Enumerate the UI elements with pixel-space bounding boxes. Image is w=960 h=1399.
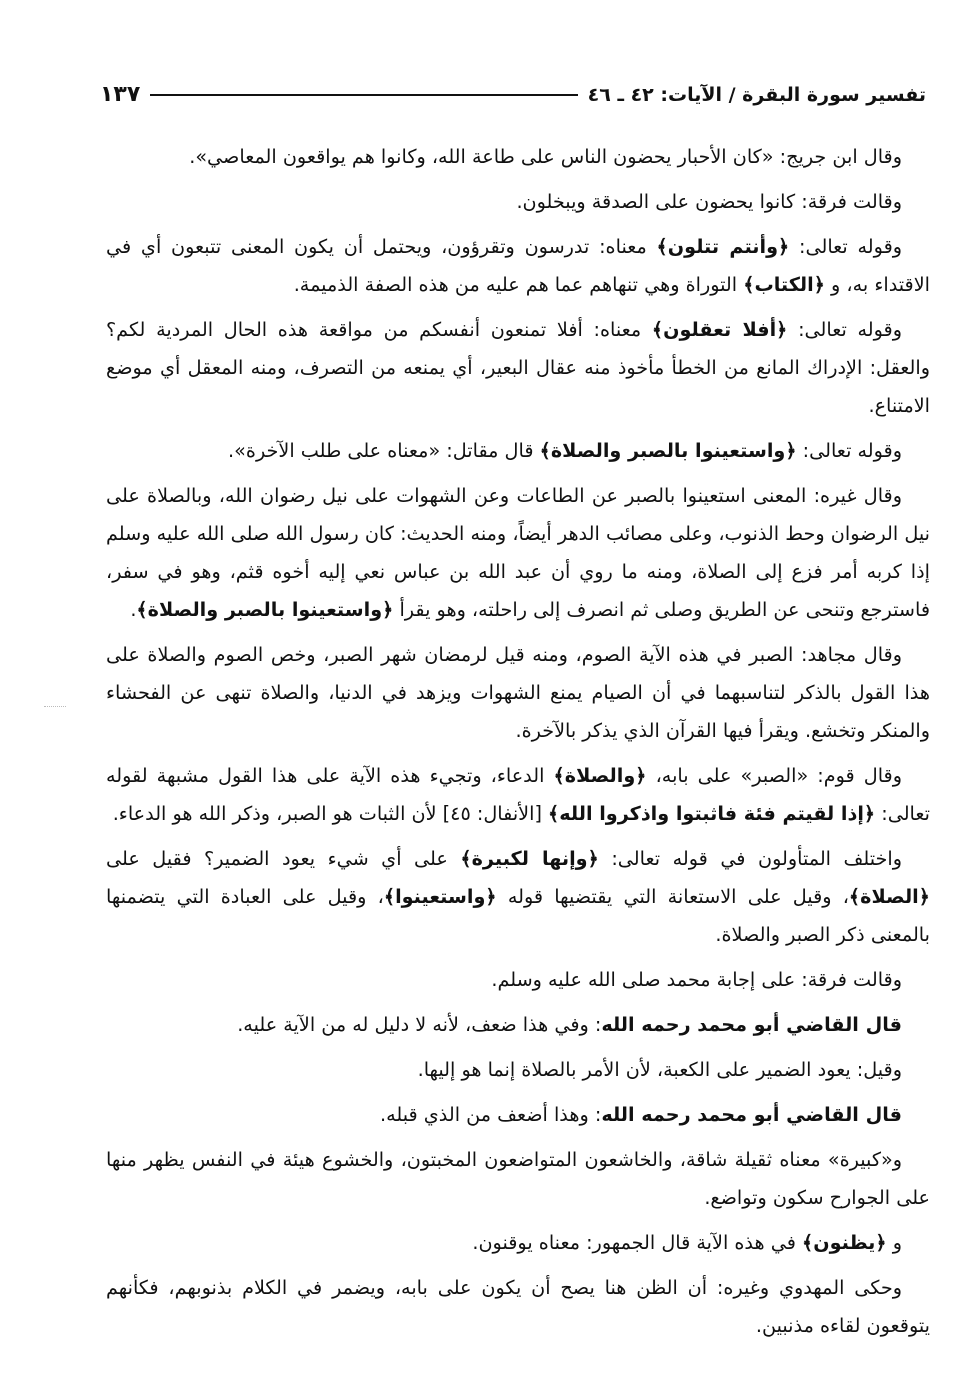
text-run: وقيل: يعود الضمير على الكعبة، لأن الأمر بالصلاة إنما هو إليها. [417,1058,902,1081]
paragraph [106,432,930,470]
text-run: ، وقيل على الاستعانة التي يقتضيها قوله [496,885,849,908]
paragraph [106,183,930,221]
margin-mark [44,706,66,707]
text-run: : وفي هذا ضعف، لأنه لا دليل له من الآية عليه. [237,1013,602,1036]
text-run: وقال مجاهد: الصبر في هذه الآية الصوم، ومنه قيل لرمضان شهر الصبر، وخص الصوم والصلاة على هذا القول بالذكر لتناسبهما في أن الصيام يمنع الشهوات ويزهد في الدنيا، والصلاة تنهى عن الفحشاء والمنكر وتخشع. ويقرأ فيها القرآن الذي يذكر بالآخرة. [106,643,930,742]
running-title: تفسير سورة البقرة / الآيات: ٤٢ ـ ٤٦ [587,83,926,106]
text-run: وقال غيره: المعنى استعينوا بالصبر عن الطاعات وعن الشهوات على نيل رضوان الله، وبالصلاة على نيل الرضوان وحط الذنوب، وعلى مصائب الدهر أيضاً، ومنه الحديث: كان رسول الله صلى الله عليه وسلم إذا كربه أمر فزع إلى الصلاة، ومنه ما روي أن عبد الله بن عباس نعي إليه أخوه قثم، وهو في سفر، فاسترجع وتنحى عن الطريق وصلى ثم انصرف إلى راحلته، وهو يقرأ [106,484,930,621]
text-run: التوراة وهي تنهاهم عما هم عليه من هذه الصفة الذميمة. [293,273,744,296]
paragraph [106,138,930,176]
paragraph [106,1051,930,1089]
paragraph [106,757,930,833]
paragraph [106,477,930,629]
text-run: ، وقيل على العبادة التي يتضمنها بالمعنى ذكر الصبر والصلاة. [106,885,930,946]
text-run: . [130,598,137,621]
bold-quote: قال القاضي أبو محمد رحمه الله [601,1013,902,1036]
text-run: واختلف المتأولون في قوله تعالى: [598,847,902,870]
bold-quote: ﴿واستعينوا بالصبر والصلاة﴾ [539,439,797,462]
text-run: على أي شيء يعود الضمير؟ فقيل على [106,847,461,870]
text-run: وقوله تعالى: [787,318,902,341]
bold-quote: ﴿يظنون﴾ [802,1231,887,1254]
bold-quote: ﴿وأنتم تتلون﴾ [656,235,790,258]
paragraph [106,311,930,425]
text-run: وقوله تعالى: [789,235,903,258]
paragraph [106,961,930,999]
text-run: وقال ابن جريج: «كان الأحبار يحضون الناس على طاعة الله، وكانوا هم يواقعون المعاصي». [189,145,902,168]
text-run: قال مقاتل: «معناه على طلب الآخرة». [228,439,540,462]
paragraph [106,1096,930,1134]
paragraph [106,1269,930,1345]
text-run: وقال قوم: «الصبر» على بابه، [646,764,902,787]
paragraph [106,636,930,750]
text-run: معناه: تدرسون وتقرؤون، ويحتمل أن يكون المعنى تتبعون أي في الاقتداء به، و [106,235,930,296]
bold-quote: ﴿إذا لقيتم فئة فاثبتوا واذكروا الله﴾ [548,802,876,825]
header-rule [150,94,577,96]
text-run: الدعاء، وتجيء هذه الآية على هذا القول مشبهة لقوله تعالى: [106,764,930,825]
bold-quote: ﴿الكتاب﴾ [743,273,825,296]
text-run: في هذه الآية قال الجمهور: معناه يوقنون. [472,1231,802,1254]
bold-quote: ﴿واستعينوا بالصبر والصلاة﴾ [136,598,394,621]
text-run: وقوله تعالى: [796,439,902,462]
text-run: وقالت فرقة: كانوا يحضون على الصدقة ويبخلون. [516,190,902,213]
bold-quote: ﴿أفلا تعقلون﴾ [651,318,788,341]
text-run: وقالت فرقة: على إجابة محمد صلى الله عليه وسلم. [491,968,902,991]
text-run: و«كبيرة» معناه ثقيلة شاقة، والخاشعون المتواضعون المخبتون، والخشوع هيئة في النفس يظهر منها على الجوارح سكون وتواضع. [106,1148,930,1209]
text-run: و [886,1231,902,1254]
page-number: ١٣٧ [100,82,141,107]
bold-quote: ﴿والصلاة﴾ [553,764,647,787]
bold-quote: ﴿واستعينوا﴾ [383,885,497,908]
paragraph [106,1006,930,1044]
paragraph [106,1224,930,1262]
text-run: وحكى المهدوي وغيره: أن الظن هنا يصح أن يكون على بابه، ويضمر في الكلام بذنوبهم، فكأنهم يتوقعون لقاءه مذنبين. [106,1276,930,1337]
text-run: [الأنفال: ٤٥] لأن الثبات هو الصبر، وذكر الله هو الدعاء. [112,802,549,825]
text-run: : وهذا أضعف من الذي قبله. [379,1103,602,1126]
paragraph [106,840,930,954]
text-run: معناه: أفلا تمنعون أنفسكم من مواقعة هذه الحال المردية لكم؟ والعقل: الإدراك المانع من الخطأ مأخوذ منه عقال البعير، أي يمنعه من التصرف، ومنه المعقل أي موضع الامتناع. [106,318,930,417]
paragraph [106,1141,930,1217]
page-header [100,82,926,107]
bold-quote: قال القاضي أبو محمد رحمه الله [601,1103,902,1126]
paragraph [106,228,930,304]
bold-quote: ﴿وإنها لكبيرة﴾ [460,847,599,870]
bold-quote: ﴿الصلاة﴾ [848,885,930,908]
body-text [106,138,930,1352]
